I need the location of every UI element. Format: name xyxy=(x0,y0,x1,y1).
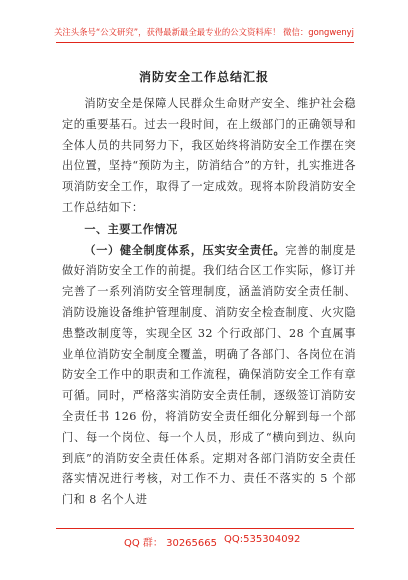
subsection-paragraph xyxy=(62,240,356,511)
document-title: 消防安全工作总结汇报 xyxy=(138,70,269,84)
intro-paragraph: 消防安全是保障人民群众生命财产安全、维护社会稳定的重要基石。过去一段时间，在上级部门的正确领导和全体人员的共同努力下，我区始终将消防安全工作摆在突出位置，坚持“预防为主，防消结合”的方针，扎实推进各项消防安全工作，取得了一定成效。现将本阶段消防安全工作总结如下： xyxy=(62,97,356,214)
footer-qq-number: QQ:535304092 xyxy=(224,534,301,545)
subsection-body: 完善的制度是做好消防安全工作的前提。我们结合区工作实际，修订并完善了一系列消防安全管理制度，涵盖消防安全责任制、消防设施设备维护管理制度、消防安全检查制度、火灾隐患整改制度等，实现全区 32 个行政部门、28 个直属事业单位消防安全制度全覆盖，明确了各部门、各岗位在消防安全工作中的职责和工作流程，确保消防安全工作有章可循。同时，严格落实消防安全责任制，逐级签订消防安全责任书 126 份，将消防安全责任细化分解到每一个部门、每一个岗位、每一个人员，形成了“横向到边、纵向到底”的消防安全责任体系。定期对各部门消防安全责任落实情况进行考核，对工作不力、责任不落实的 5 个部门和 8 名个人进 xyxy=(62,243,357,507)
section-heading: 一、主要工作情况 xyxy=(84,221,178,236)
footer-divider xyxy=(56,528,354,529)
header-promo-note: 关注头条号“公文研究”，获得最新最全最专业的公文资料库！ 微信：gongwenyj xyxy=(54,27,354,37)
header-divider xyxy=(56,42,354,43)
footer-qq-group: QQ 群： 30265665 xyxy=(124,538,217,549)
subsection-lead: （一）健全制度体系，压实安全责任。 xyxy=(84,242,286,257)
document-body xyxy=(62,94,356,511)
